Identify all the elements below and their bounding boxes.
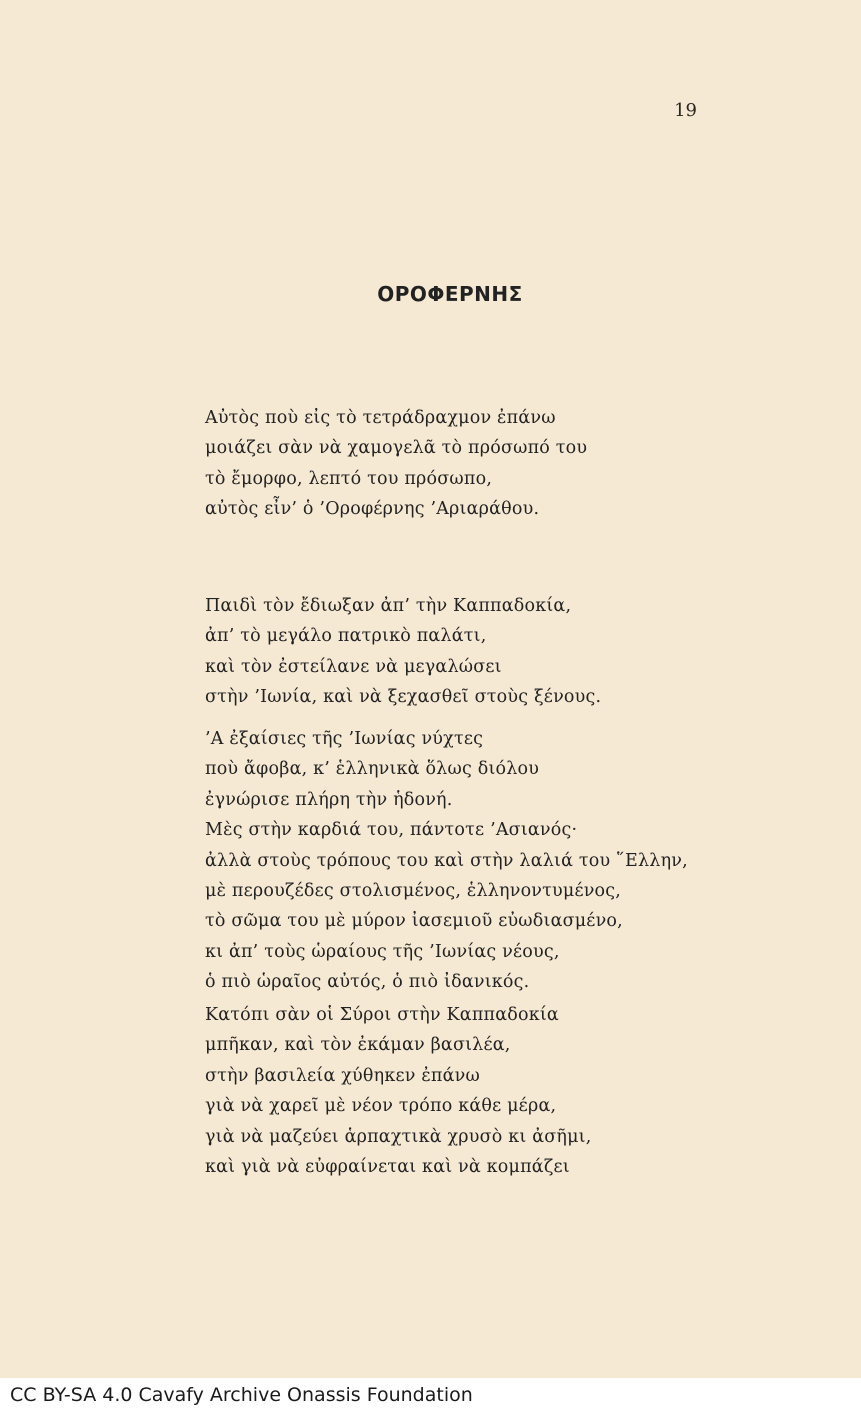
poem-line: ἀπ’ τὸ μεγάλο πατρικὸ παλάτι, [205, 626, 487, 647]
poem-line: αὐτὸς εἶν’ ὁ ’Οροφέρνης ’Αριαράθου. [205, 499, 540, 520]
poem-line: κι ἀπ’ τοὺς ὡραίους τῆς ’Ιωνίας νέους, [205, 941, 560, 962]
poem-line: μπῆκαν, καὶ τὸν ἐκάμαν βασιλέα, [205, 1035, 511, 1056]
poem-line: Παιδὶ τὸν ἔδιωξαν ἀπ’ τὴν Καππαδοκία, [205, 596, 572, 616]
stanza [205, 591, 601, 713]
poem-line: καὶ τὸν ἐστείλανε νὰ μεγαλώσει [205, 656, 502, 677]
poem-line: Αὐτὸς ποὺ εἰς τὸ τετράδραχμον ἐπάνω [205, 408, 556, 428]
poem-line: τὸ ἔμορφο, λεπτό του πρόσωπο, [205, 468, 493, 489]
poem-line: καὶ γιὰ νὰ εὐφραίνεται καὶ νὰ κομπάζει [205, 1157, 570, 1178]
poem-line: τὸ σῶμα του μὲ μύρον ἰασεμιοῦ εὐωδιασμένο, [205, 911, 623, 932]
poem-line: ὁ πιὸ ὡραῖος αὐτός, ὁ πιὸ ἰδανικός. [205, 972, 530, 993]
poem-line: ἐγνώρισε πλήρη τὴν ἡδονή. [205, 789, 453, 810]
poem-line: μὲ περουζέδες στολισμένος, ἑλληνοντυμένος, [205, 881, 622, 902]
license-credit: CC BY-SA 4.0 Cavafy Archive Onassis Foundation [10, 1384, 473, 1406]
poem-line: στὴν ’Ιωνία, καὶ νὰ ξεχασθεῖ στοὺς ξένους. [205, 687, 602, 708]
poem-line: Κατόπι σὰν οἱ Σύροι στὴν Καππαδοκία [205, 1005, 559, 1025]
poem-line: ’Α ἐξαίσιες τῆς ’Ιωνίας νύχτες [205, 729, 484, 749]
poem-line: ποὺ ἄφοβα, κ’ ἑλληνικὰ ὅλως διόλου [205, 759, 540, 780]
poem-line: στὴν βασιλεία χύθηκεν ἐπάνω [205, 1065, 480, 1086]
stanza [205, 724, 688, 998]
page-number: 19 [674, 100, 697, 121]
poem-line: γιὰ νὰ χαρεῖ μὲ νέον τρόπο κάθε μέρα, [205, 1096, 557, 1117]
poem-line: μοιάζει σὰν νὰ χαμογελᾶ τὸ πρόσωπό του [205, 438, 588, 459]
poem-line: ἀλλὰ στοὺς τρόπους του καὶ στὴν λαλιά του ῞Ελλην, [205, 850, 688, 871]
poem-line: γιὰ νὰ μαζεύει ἁρπαχτικὰ χρυσὸ κι ἀσῆμι, [205, 1126, 592, 1147]
poem-title: ΟΡΟΦΕΡΝΗΣ [377, 282, 523, 306]
stanza [205, 1000, 591, 1182]
stanza [205, 403, 587, 525]
poem-line: Μὲς στὴν καρδιά του, πάντοτε ’Ασιανός· [205, 820, 578, 841]
